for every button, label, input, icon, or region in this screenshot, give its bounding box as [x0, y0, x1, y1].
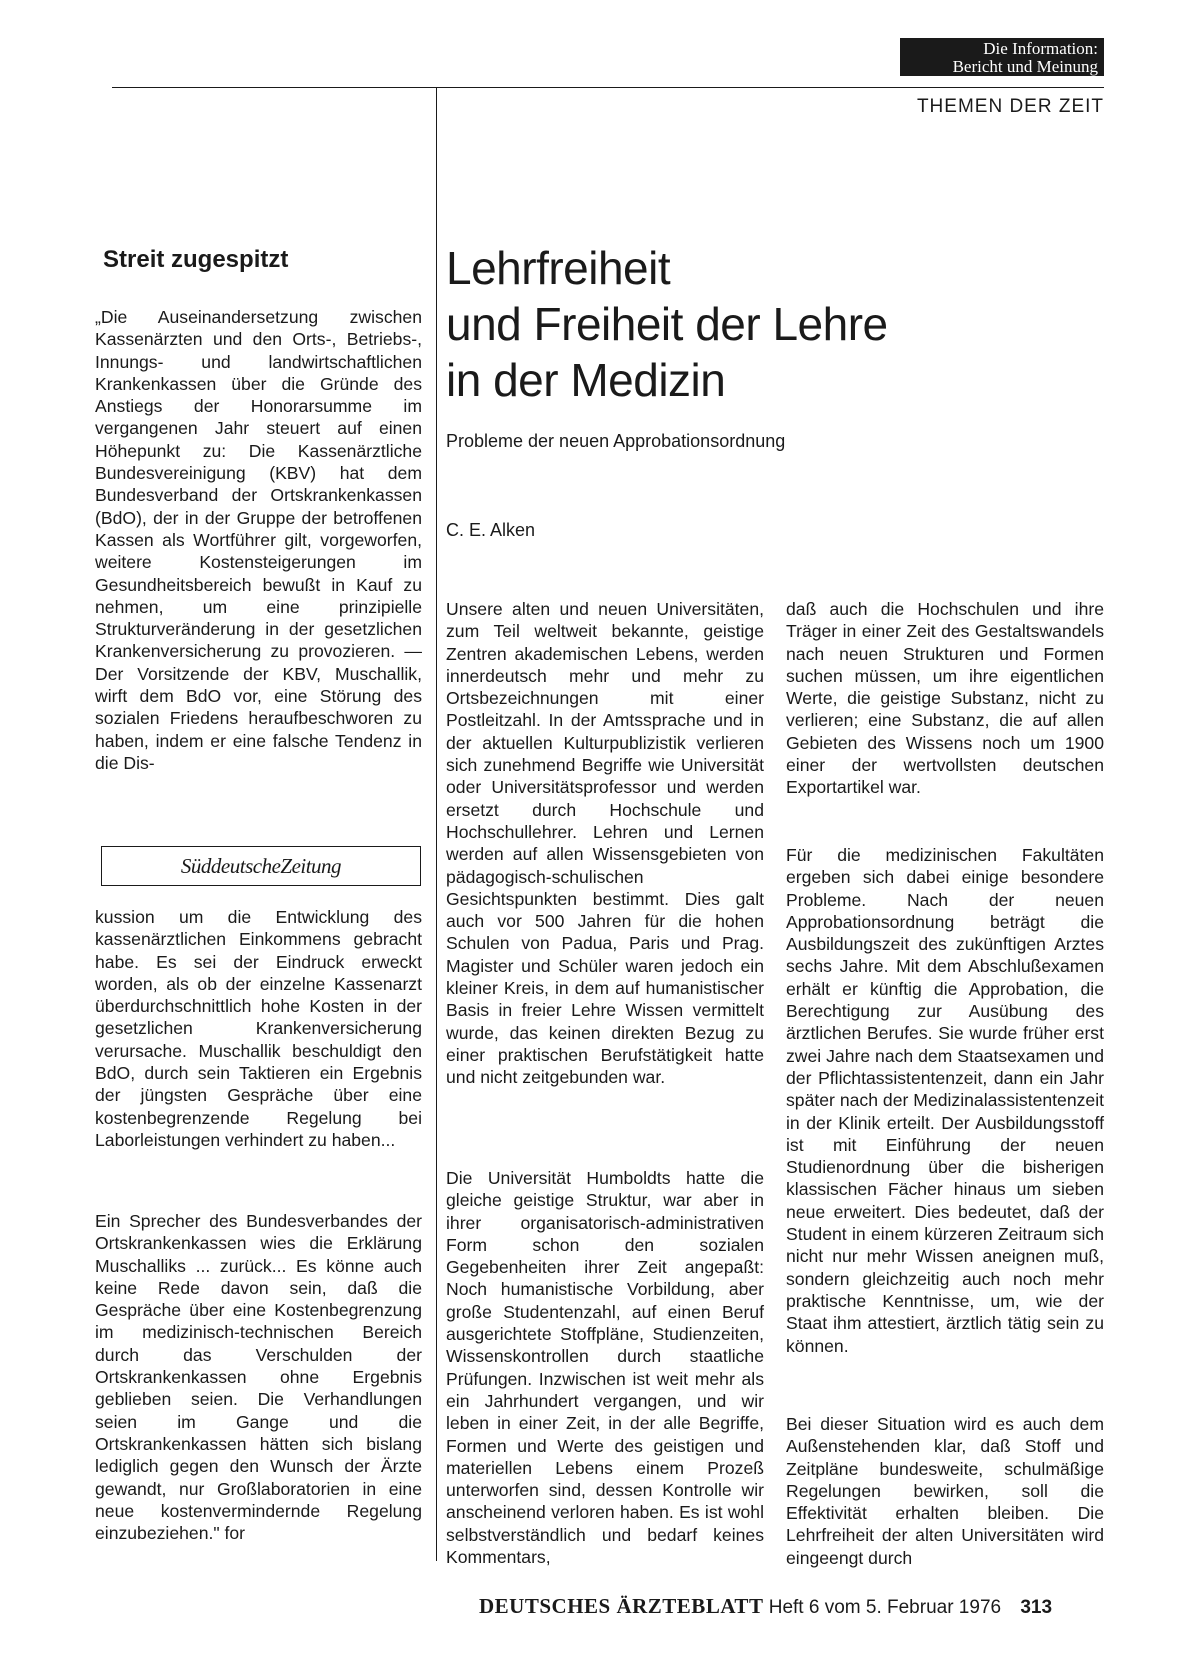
headline-line-2: und Freiheit der Lehre [446, 298, 888, 350]
column-divider [436, 88, 437, 1561]
article-col1-paragraph-2: Die Universität Humboldts hatte die gleiche geistige Struktur, war aber in ihrer organisatorisch-administrativen Form schon den sozialen Gegebenheiten ihrer Zeit angepaßt: Noch humanistische Vorbildung, aber große Studentenzahl, auf einen Beruf ausgerichtete Stoffpläne, Studienzeiten, Wissenskontrollen durch staatliche Prüfungen. Inzwischen ist weit mehr als ein Jahrhundert vergangen, und wir leben in einer Zeit, in der alle Begriffe, Formen und Werte des geistigen und materiellen Lebens einem Prozeß unterworfen sind, dessen Kontrolle wir anscheinend verloren haben. Es ist wohl selbstverständlich und bedarf keines Kommentars, [446, 1168, 764, 1568]
article-col2-paragraph-2: Für die medizinischen Fakultäten ergeben sich dabei einige besondere Probleme. Nach der neuen Approbationsordnung beträgt die Ausbildungszeit des zukünftigen Arztes sechs Jahre. Mit dem Abschlußexamen erhält er künftig die Approbation, die Berechtigung zur Ausübung des ärztlichen Berufes. Sie wurde früher erst zwei Jahre nach dem Staatsexamen und der Pflichtassistentenzeit, dann ein Jahr später nach der Medizinalassistentenzeit in der Klinik erteilt. Der Ausbildungsstoff ist mit Einführung der neuen Studienordnung über die bisherigen klassischen Fächer hinaus um sieben neue erweitert. Dies bedeutet, daß der Student in einem kürzeren Zeitraum sich nicht nur mehr Wissen aneignen muß, sondern gleichzeitig auch noch mehr praktische Kenntnisse, um, wie der Staat ihm attestiert, ärztlich tätig sein zu können. [786, 845, 1104, 1356]
issue-info: Heft 6 vom 5. Februar 1976 [768, 1597, 1002, 1618]
sidebar-paragraph-2: kussion um die Entwicklung des kassenärztlichen Einkommens gebracht habe. Es sei der Eindruck erweckt worden, als ob der einzelne Kassenarzt überdurchschnittlich hohe Kosten in der gesetzlichen Krankenversicherung verursache. Muschallik beschuldigt den BdO, durch sein Taktieren ein Ergebnis der jüngsten Gespräche über eine kostenbegrenzende Regelung bei Laborleistungen verhindert zu haben... [95, 907, 422, 1150]
sidebar-title: Streit zugespitzt [103, 246, 289, 273]
badge-line-1: Die Information: [983, 39, 1098, 58]
section-badge [900, 38, 1104, 76]
headline-line-1: Lehrfreiheit [446, 242, 671, 294]
article-subtitle: Probleme der neuen Approbationsordnung [446, 431, 786, 451]
article-col1-paragraph-1: Unsere alten und neuen Universitäten, zum Teil weltweit bekannte, geistige Zentren akademischen Lebens, werden innerdeutsch mehr und mehr zu Ortsbezeichnungen mit einer Postleitzahl. In der Amtssprache und in der aktuellen Kulturpublizistik verlieren sich zunehmend Begriffe wie Universität oder Universitätsprofessor und werden ersetzt durch Hochschule und Hochschullehrer. Lehren und Lernen werden auf allen Wissensgebieten von pädagogisch-schulischen Gesichtspunkten bestimmt. Dies galt auch vor 500 Jahren für die hohen Schulen von Padua, Paris und Prag. Magister und Schüler waren jedoch ein kleiner Kreis, in dem auf humanistischer Basis in freier Lehre Wissen vermittelt wurde, das keinen direkten Bezug zu einer praktischen Berufstätigkeit hatte und nicht zeitgebunden war. [446, 599, 764, 1088]
journal-name: DEUTSCHES ÄRZTEBLATT [479, 1594, 764, 1618]
article-author: C. E. Alken [446, 520, 536, 540]
header-rule [112, 87, 1104, 88]
badge-line-2: Bericht und Meinung [952, 57, 1098, 76]
newspaper-logo-text: SüddeutscheZeitung [180, 853, 342, 878]
sidebar-paragraph-3: Ein Sprecher des Bundesverbandes der Ortskrankenkassen wies die Erklärung Muschalliks ... zurück... Es könne auch keine Rede davon sein, daß die Gespräche über eine Kostenbegrenzung im medizinisch-technischen Bereich durch das Verschulden der Ortskrankenkassen ohne Ergebnis geblieben seien. Die Verhandlungen seien im Gange und die Ortskrankenkassen hätten sich bislang lediglich gegen den Wunsch der Ärzte gewandt, nur Großlaboratorien in eine neue kostenvermindernde Regelung einzubeziehen." for [95, 1211, 422, 1544]
article-col2-paragraph-3: Bei dieser Situation wird es auch dem Außenstehenden klar, daß Stoff und Zeitpläne bundesweite, schulmäßige Regelungen bewirken, soll die Effektivität erhalten bleiben. Die Lehrfreiheit der alten Universitäten wird eingeengt durch [786, 1414, 1104, 1568]
page-number: 313 [1020, 1597, 1053, 1618]
page-footer [479, 1594, 1052, 1619]
section-label: THEMEN DER ZEIT [916, 96, 1104, 117]
article-col2-paragraph-1: daß auch die Hochschulen und ihre Träger in einer Zeit des Gestaltswandels nach neuen Strukturen und Formen suchen müssen, um ihre eigentlichen Werte, die geistige Substanz, nicht zu verlieren; eine Substanz, die auf allen Gebieten des Wissens noch um 1900 einer der wertvollsten deutschen Exportartikel war. [786, 599, 1104, 798]
sidebar-paragraph-1: „Die Auseinandersetzung zwischen Kassenärzten und den Orts-, Betriebs-, Innungs- und landwirtschaftlichen Krankenkassen über die Gründe des Anstiegs der Honorarsumme im vergangenen Jahr steuert auf einen Höhepunkt zu: Die Kassenärztliche Bundesvereinigung (KBV) hat dem Bundesverband der Ortskrankenkassen (BdO), der in der Gruppe der betroffenen Kassen als Wortführer gilt, vorgeworfen, weitere Kostensteigerungen im Gesundheitsbereich bewußt in Kauf zu nehmen, um eine prinzipielle Strukturveränderung in der gesetzlichen Krankenversicherung zu provozieren. — Der Vorsitzende der KBV, Muschallik, wirft dem BdO vor, eine Störung des sozialen Friedens heraufbeschworen zu haben, indem er eine falsche Tendenz in die Dis- [95, 307, 422, 773]
article-headline [446, 240, 888, 408]
headline-line-3: in der Medizin [446, 354, 726, 406]
newspaper-logo [101, 846, 421, 886]
